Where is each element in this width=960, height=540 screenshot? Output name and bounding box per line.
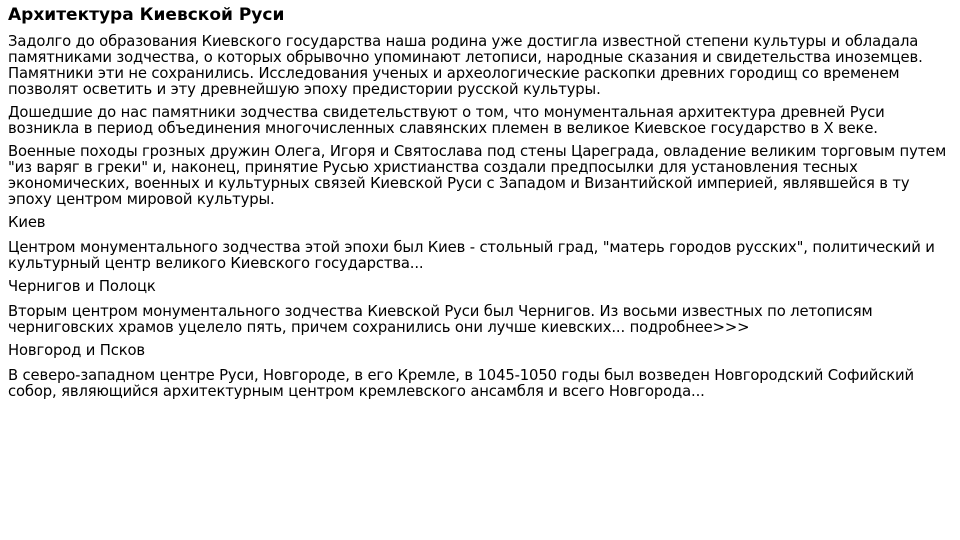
paragraph-kiev: Центром монументального зодчества этой эпохи был Киев - стольный град, "матерь городов русских", политический и культурный центр великого Киевского государства... [8, 239, 935, 272]
section-heading-kiev: Киев [8, 214, 46, 231]
document-page [8, 4, 948, 407]
section-heading-chernigov-polotsk: Чернигов и Полоцк [8, 278, 156, 295]
document-title: Архитектура Киевской Руси [8, 5, 285, 25]
paragraph-monuments: Дошедшие до нас памятники зодчества свидетельствуют о том, что монументальная архитектура древней Руси возникла в период объединения многочисленных славянских племен в великое Киевское государство в X веке. [8, 104, 885, 137]
section-heading-novgorod-pskov: Новгород и Псков [8, 342, 146, 359]
paragraph-campaigns: Военные походы грозных дружин Олега, Игоря и Святослава под стены Цареграда, овладение великим торговым путем "из варяг в греки" и, наконец, принятие Русью христианства создали предпосылки для установления тесных экономических, военных и культурных связей Киевской Руси с Западом и Византийской империей, являвшейся в ту эпоху центром мировой культуры. [8, 143, 947, 208]
paragraph-intro: Задолго до образования Киевского государства наша родина уже достигла известной степени культуры и обладала памятниками зодчества, о которых обрывочно упоминают летописи, народные сказания и свидетельства иноземцев. Памятники эти не сохранились. Исследования ученых и археологические раскопки древних городищ со временем позволят осветить и эту древнейшую эпоху предистории русской культуры. [8, 33, 923, 98]
paragraph-chernigov: Вторым центром монументального зодчества Киевской Руси был Чернигов. Из восьми известных по летописям черниговских храмов уцелело пять, причем сохранились они лучше киевских... подробнее>>> [8, 303, 873, 336]
paragraph-novgorod: В северо-западном центре Руси, Новгороде, в его Кремле, в 1045-1050 годы был возведен Новгородский Софийский собор, являющийся архитектурным центром кремлевского ансамбля и всего Новгорода... [8, 367, 914, 400]
